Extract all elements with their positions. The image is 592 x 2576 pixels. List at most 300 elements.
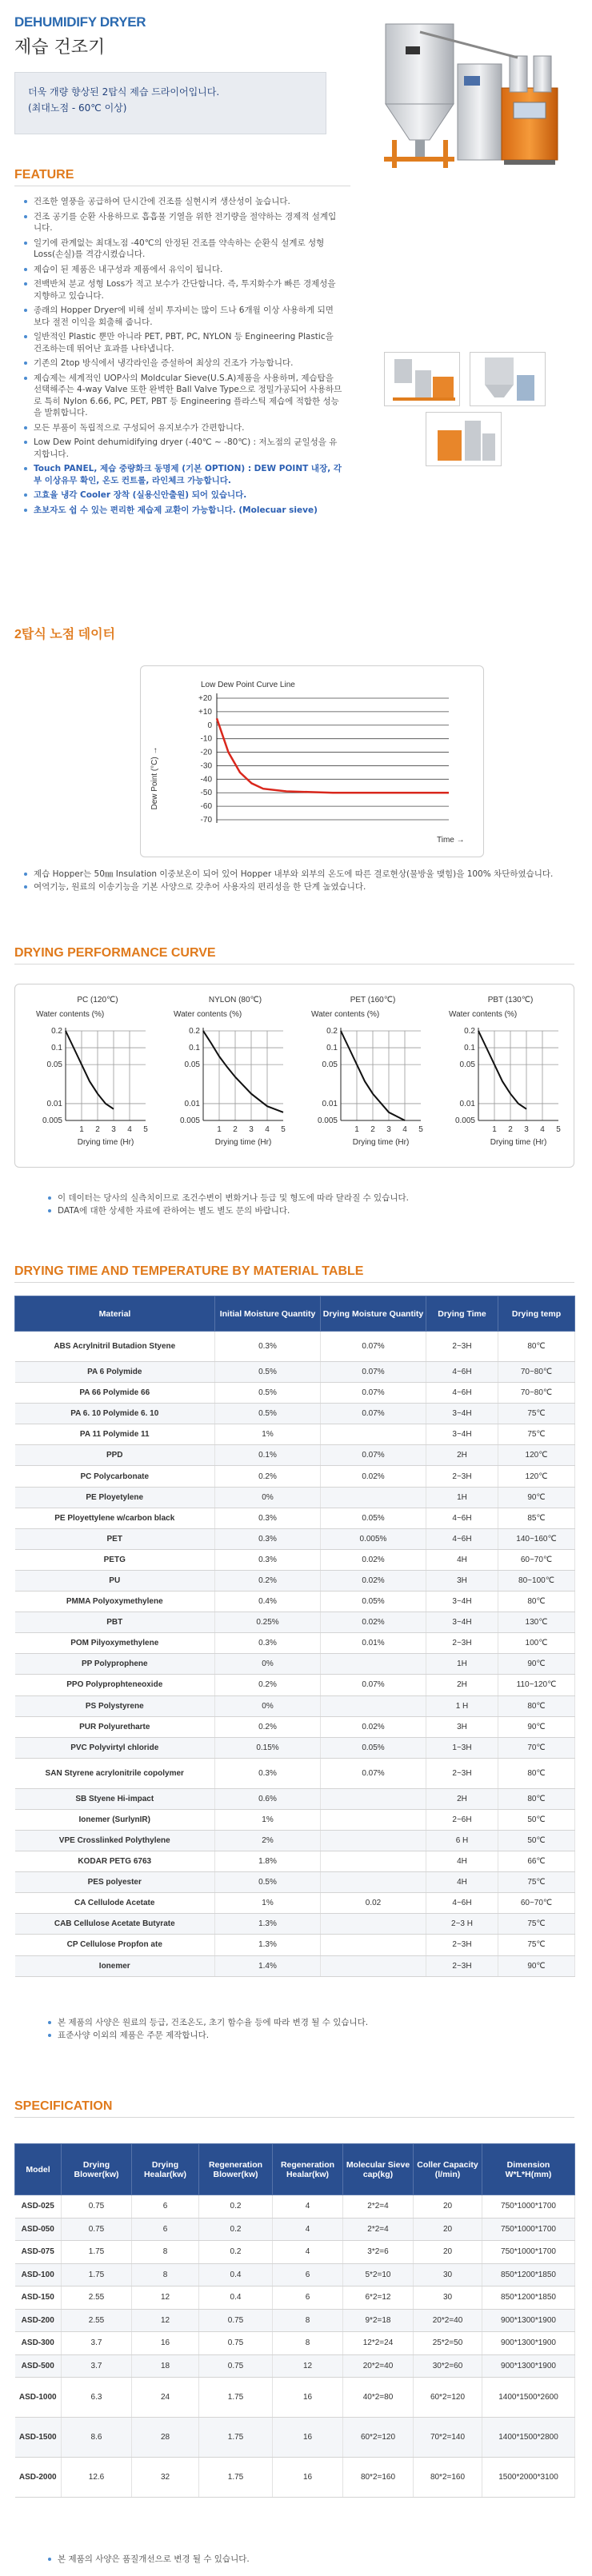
feature-item: 제습이 된 제품은 내구성과 제품에서 유익이 됩니다. (24, 264, 344, 276)
feature-item: 제습제는 세계적인 UOP사의 Moldcular Sieve(U.S.A)제품을 사용하며, 제습탑을 선택해주는 4-way Valve 또한 완벽한 Ball Valve Type으로 정밀가공되어 사용하므로 특히 Nylon 6.66, PC, PET, PBT 등 Engineering 플라스틱 제습에 적합한 성능을 발휘합니다. (24, 373, 344, 419)
material-header: Initial Moisture Quantity (215, 1296, 321, 1332)
perf-x-tick-label: 1 (217, 1125, 222, 1134)
spec-value-cell: 2*2=4 (343, 2195, 414, 2219)
material-value-cell (321, 1695, 426, 1716)
perf-y-label: Water contents (%) (174, 1010, 242, 1019)
material-value-cell: 4~6H (426, 1508, 498, 1528)
material-value-cell: 80℃ (498, 1332, 575, 1362)
spec-value-cell: 3*2=6 (343, 2241, 414, 2264)
material-value-cell: 2~3H (426, 1935, 498, 1955)
spec-model-cell: ASD-1000 (15, 2378, 62, 2418)
spec-row (15, 2195, 575, 2219)
spec-notes (48, 2553, 576, 2566)
spec-value-cell: 20 (414, 2195, 482, 2219)
spec-value-cell: 6 (273, 2286, 343, 2310)
material-value-cell: 1~3H (426, 1737, 498, 1758)
material-value-cell: 0.5% (215, 1872, 321, 1893)
material-value-cell: 0.2% (215, 1570, 321, 1591)
material-value-cell: 85℃ (498, 1508, 575, 1528)
spec-value-cell: 1.75 (199, 2458, 273, 2498)
material-value-cell: 0.05% (321, 1737, 426, 1758)
dew-y-tick-label: -40 (200, 775, 212, 785)
spec-value-cell: 18 (132, 2354, 199, 2378)
material-value-cell: 100℃ (498, 1633, 575, 1654)
product-thumb-2[interactable] (470, 352, 546, 406)
material-value-cell: 60~70℃ (498, 1549, 575, 1570)
material-name-cell: PETG (15, 1549, 215, 1570)
material-value-cell: 0.2% (215, 1675, 321, 1695)
material-row (15, 1404, 575, 1424)
material-value-cell (321, 1935, 426, 1955)
spec-value-cell: 16 (273, 2418, 343, 2458)
spec-header: Model (15, 2144, 62, 2195)
spec-header: Regeneration Healar(kw) (273, 2144, 343, 2195)
perf-x-tick-label: 5 (556, 1125, 561, 1134)
material-value-cell (321, 1809, 426, 1830)
material-value-cell: 0.3% (215, 1332, 321, 1362)
material-value-cell: 80℃ (498, 1695, 575, 1716)
material-name-cell: PP Polyprophene (15, 1654, 215, 1675)
perf-x-tick-label: 4 (265, 1125, 270, 1134)
product-thumb-3[interactable] (426, 412, 502, 466)
material-value-cell: 75℃ (498, 1424, 575, 1445)
material-value-cell: 0.3% (215, 1758, 321, 1788)
spec-value-cell: 900*1300*1900 (482, 2332, 575, 2355)
material-value-cell: 2H (426, 1788, 498, 1809)
material-value-cell: 0.02% (321, 1716, 426, 1737)
dryer-illustration (370, 8, 586, 172)
dew-y-tick-label: -60 (200, 802, 212, 812)
material-value-cell: 0.01% (321, 1633, 426, 1654)
dew-y-tick-label: +20 (198, 694, 212, 703)
dew-note: 여역기능, 원료의 이송기능을 기본 사양으로 갖추어 사용자의 편리성을 한 단계 높였습니다. (24, 881, 584, 893)
feature-item-highlight: 고효율 냉각 Cooler 장착 (실용신안출원) 되어 있습니다. (24, 489, 344, 501)
perf-x-label: Drying time (Hr) (214, 1138, 272, 1147)
perf-x-tick-label: 5 (418, 1125, 423, 1134)
material-value-cell: 120℃ (498, 1466, 575, 1487)
material-value-cell: 0.07% (321, 1445, 426, 1466)
intro-line-2: (최대노점 - 60℃ 이상) (28, 102, 127, 114)
perf-y-tick-label: 0.05 (322, 1060, 338, 1070)
material-row (15, 1955, 575, 1976)
spec-row (15, 2354, 575, 2378)
material-name-cell: PE Ployettylene w/carbon black (15, 1508, 215, 1528)
material-row (15, 1445, 575, 1466)
spec-value-cell: 16 (132, 2332, 199, 2355)
perf-y-tick-label: 0.005 (317, 1116, 338, 1125)
perf-x-tick-label: 5 (281, 1125, 286, 1134)
spec-model-cell: ASD-1500 (15, 2418, 62, 2458)
material-value-cell: 0.5% (215, 1362, 321, 1383)
perf-x-tick-label: 4 (402, 1125, 407, 1134)
material-name-cell: KODAR PETG 6763 (15, 1851, 215, 1872)
spec-value-cell: 750*1000*1700 (482, 2241, 575, 2264)
material-value-cell: 4H (426, 1549, 498, 1570)
material-value-cell: 0.1% (215, 1445, 321, 1466)
perf-x-tick-label: 2 (508, 1125, 513, 1134)
spec-value-cell: 2.55 (62, 2286, 132, 2310)
material-row (15, 1809, 575, 1830)
material-value-cell (321, 1424, 426, 1445)
perf-divider (14, 964, 574, 965)
spec-model-cell: ASD-300 (15, 2332, 62, 2355)
perf-y-label: Water contents (%) (36, 1010, 105, 1019)
perf-x-tick-label: 3 (524, 1125, 529, 1134)
perf-x-tick-label: 3 (386, 1125, 391, 1134)
material-value-cell: 0.15% (215, 1737, 321, 1758)
perf-curve-line (203, 1031, 283, 1112)
material-row (15, 1332, 575, 1362)
spec-value-cell: 8.6 (62, 2418, 132, 2458)
perf-x-label: Drying time (Hr) (77, 1138, 134, 1147)
spec-value-cell: 16 (273, 2458, 343, 2498)
spec-value-cell: 0.75 (199, 2354, 273, 2378)
perf-x-tick-label: 2 (95, 1125, 100, 1134)
dew-y-axis-label: Dew Point (°C) → (150, 746, 159, 810)
material-value-cell: 4~6H (426, 1362, 498, 1383)
material-value-cell: 0.07% (321, 1758, 426, 1788)
perf-x-tick-label: 4 (127, 1125, 132, 1134)
material-divider (14, 1282, 574, 1283)
spec-value-cell: 12 (132, 2309, 199, 2332)
material-value-cell: 75℃ (498, 1872, 575, 1893)
material-name-cell: CAB Cellulose Acetate Butyrate (15, 1914, 215, 1935)
spec-value-cell: 3.7 (62, 2354, 132, 2378)
material-value-cell (321, 1914, 426, 1935)
feature-item: 건조 공기를 순환 사용하므로 흡흡물 기열을 위한 전기량을 절약하는 경제적 설계입니다. (24, 211, 344, 234)
dew-point-chart (141, 666, 485, 858)
dew-y-tick-label: -70 (200, 816, 212, 825)
spec-header: Drying Healar(kw) (132, 2144, 199, 2195)
perf-x-tick-label: 3 (111, 1125, 116, 1134)
material-value-cell: 140~160℃ (498, 1528, 575, 1549)
perf-section-title: DRYING PERFORMANCE CURVE (14, 946, 216, 960)
perf-chart-box (14, 984, 574, 1168)
perf-y-tick-label: 0.2 (51, 1027, 62, 1036)
perf-x-tick-label: 1 (354, 1125, 359, 1134)
intro-box (14, 72, 326, 134)
spec-model-cell: ASD-500 (15, 2354, 62, 2378)
perf-chart-title: NYLON (80℃) (208, 996, 262, 1004)
spec-value-cell: 8 (132, 2241, 199, 2264)
spec-header: Drying Blower(kw) (62, 2144, 132, 2195)
material-value-cell (321, 1830, 426, 1851)
perf-x-tick-label: 1 (492, 1125, 497, 1134)
material-name-cell: PVC Polyvirtyl chloride (15, 1737, 215, 1758)
material-row (15, 1851, 575, 1872)
material-value-cell: 0.5% (215, 1404, 321, 1424)
spec-section-title: SPECIFICATION (14, 2099, 113, 2113)
material-value-cell: 4~6H (426, 1383, 498, 1404)
feature-item: 기존의 2top 방식에서 냉각라인을 증설하여 최상의 건조가 가능합니다. (24, 357, 344, 369)
material-value-cell: 4~6H (426, 1528, 498, 1549)
material-row (15, 1914, 575, 1935)
material-value-cell (321, 1487, 426, 1508)
spec-value-cell: 6*2=12 (343, 2286, 414, 2310)
material-name-cell: CA Cellulode Acetate (15, 1893, 215, 1914)
material-value-cell: 0.02% (321, 1466, 426, 1487)
perf-note: DATA에 대한 상세한 자료에 관하여는 별도 별도 문의 바랍니다. (48, 1204, 576, 1217)
material-value-cell: 3~4H (426, 1592, 498, 1612)
material-name-cell: SB Styene Hi-impact (15, 1788, 215, 1809)
product-title-ko: 제습 건조기 (14, 38, 106, 58)
dew-section-title: 2탑식 노점 데이터 (14, 628, 115, 641)
spec-row (15, 2309, 575, 2332)
material-value-cell: 0.02% (321, 1612, 426, 1633)
material-name-cell: Ionemer (SurlynIR) (15, 1809, 215, 1830)
material-value-cell: 1% (215, 1893, 321, 1914)
material-row (15, 1893, 575, 1914)
material-row (15, 1788, 575, 1809)
spec-value-cell: 24 (132, 2378, 199, 2418)
material-value-cell: 3~4H (426, 1612, 498, 1633)
spec-value-cell: 0.75 (199, 2309, 273, 2332)
spec-value-cell: 30 (414, 2263, 482, 2286)
spec-value-cell: 3.7 (62, 2332, 132, 2355)
material-value-cell: 90℃ (498, 1716, 575, 1737)
perf-x-tick-label: 2 (233, 1125, 238, 1134)
material-value-cell: 80℃ (498, 1758, 575, 1788)
material-value-cell: 0% (215, 1487, 321, 1508)
material-row (15, 1716, 575, 1737)
material-value-cell (321, 1788, 426, 1809)
thumb-3-image (426, 413, 502, 466)
material-row (15, 1737, 575, 1758)
spec-value-cell: 0.2 (199, 2241, 273, 2264)
material-row (15, 1872, 575, 1893)
material-value-cell: 2~6H (426, 1809, 498, 1830)
spec-model-cell: ASD-050 (15, 2218, 62, 2241)
material-value-cell: 0.6% (215, 1788, 321, 1809)
spec-value-cell: 4 (273, 2241, 343, 2264)
material-value-cell: 3H (426, 1570, 498, 1591)
material-name-cell: VPE Crosslinked Polythylene (15, 1830, 215, 1851)
material-value-cell: 1.3% (215, 1935, 321, 1955)
dew-y-tick-label: -20 (200, 748, 212, 757)
material-value-cell: 0% (215, 1654, 321, 1675)
perf-y-tick-label: 0.2 (189, 1027, 200, 1036)
spec-value-cell: 0.75 (62, 2195, 132, 2219)
dew-y-tick-label: -30 (200, 761, 212, 771)
spec-value-cell: 5*2=10 (343, 2263, 414, 2286)
material-value-cell: 0.3% (215, 1508, 321, 1528)
material-value-cell: 80℃ (498, 1788, 575, 1809)
feature-item: 일기에 관계없는 최대노점 -40℃의 안정된 건조를 약속하는 순환식 설계로 성형 Loss(손실)를 격감시켰습니다. (24, 238, 344, 261)
material-value-cell: 2% (215, 1830, 321, 1851)
material-value-cell: 110~120℃ (498, 1675, 575, 1695)
spec-value-cell: 6.3 (62, 2378, 132, 2418)
spec-value-cell: 6 (132, 2218, 199, 2241)
material-row (15, 1758, 575, 1788)
material-value-cell: 2~3 H (426, 1914, 498, 1935)
material-value-cell: 4H (426, 1851, 498, 1872)
spec-value-cell: 40*2=80 (343, 2378, 414, 2418)
material-row (15, 1570, 575, 1591)
perf-notes (48, 1192, 576, 1217)
spec-value-cell: 20*2=40 (343, 2354, 414, 2378)
material-value-cell: 1H (426, 1487, 498, 1508)
spec-value-cell: 12 (132, 2286, 199, 2310)
spec-value-cell: 750*1000*1700 (482, 2195, 575, 2219)
material-value-cell: 4~6H (426, 1893, 498, 1914)
material-value-cell: 0.05% (321, 1508, 426, 1528)
material-note: 표준사양 이외의 제품은 주문 제작합니다. (48, 2029, 576, 2042)
perf-curve-line (66, 1031, 114, 1109)
material-value-cell: 90℃ (498, 1654, 575, 1675)
spec-value-cell: 1.75 (199, 2378, 273, 2418)
perf-charts (15, 984, 575, 1168)
feature-item-highlight: 초보자도 쉽 수 있는 편리한 제습제 교환이 가능합니다. (Molecuar sieve) (24, 505, 344, 517)
material-row (15, 1675, 575, 1695)
spec-note: 본 제품의 사양은 품질개선으로 변경 될 수 있습니다. (48, 2553, 576, 2566)
product-title-en: DEHUMIDIFY DRYER (14, 14, 146, 30)
dew-chart-box (140, 665, 484, 857)
material-value-cell: 75℃ (498, 1914, 575, 1935)
perf-y-tick-label: 0.1 (464, 1044, 475, 1053)
spec-value-cell: 6 (273, 2263, 343, 2286)
spec-value-cell: 0.2 (199, 2218, 273, 2241)
material-value-cell: 70~80℃ (498, 1362, 575, 1383)
spec-value-cell: 900*1300*1900 (482, 2309, 575, 2332)
material-name-cell: PET (15, 1528, 215, 1549)
material-value-cell: 1% (215, 1424, 321, 1445)
material-value-cell: 80℃ (498, 1592, 575, 1612)
material-value-cell (321, 1654, 426, 1675)
material-name-cell: PA 66 Polymide 66 (15, 1383, 215, 1404)
material-name-cell: PS Polystyrene (15, 1695, 215, 1716)
perf-x-tick-label: 4 (540, 1125, 545, 1134)
material-value-cell: 0.07% (321, 1675, 426, 1695)
spec-value-cell: 6 (132, 2195, 199, 2219)
spec-model-cell: ASD-150 (15, 2286, 62, 2310)
intro-line-1: 더욱 개량 향상된 2탑식 제습 드라이어입니다. (28, 86, 220, 98)
material-value-cell: 0% (215, 1695, 321, 1716)
dew-chart-title: Low Dew Point Curve Line (201, 681, 295, 689)
spec-table (14, 2143, 575, 2498)
spec-value-cell: 0.75 (62, 2218, 132, 2241)
dew-y-tick-label: -50 (200, 789, 212, 798)
feature-item: 종래의 Hopper Dryer에 비해 설비 투자비는 많이 드나 6개월 이상 사용하게 되면 보다 절전 이익을 회출해 줍니다. (24, 305, 344, 328)
dew-curve-line (217, 718, 449, 793)
spec-value-cell: 28 (132, 2418, 199, 2458)
perf-x-tick-label: 3 (249, 1125, 254, 1134)
material-value-cell: 0.2% (215, 1466, 321, 1487)
spec-value-cell: 0.75 (199, 2332, 273, 2355)
spec-header: Molecular Sieve cap(kg) (343, 2144, 414, 2195)
material-row (15, 1383, 575, 1404)
material-name-cell: PA 11 Polymide 11 (15, 1424, 215, 1445)
perf-y-tick-label: 0.2 (326, 1027, 338, 1036)
material-value-cell: 75℃ (498, 1404, 575, 1424)
material-name-cell: SAN Styrene acrylonitrile copolymer (15, 1758, 215, 1788)
perf-y-label: Water contents (%) (449, 1010, 518, 1019)
material-header: Drying temp (498, 1296, 575, 1332)
material-name-cell: Ionemer (15, 1955, 215, 1976)
spec-value-cell: 1.75 (62, 2241, 132, 2264)
spec-value-cell: 0.4 (199, 2286, 273, 2310)
material-value-cell: 1.3% (215, 1914, 321, 1935)
spec-row (15, 2286, 575, 2310)
material-section-title: DRYING TIME AND TEMPERATURE BY MATERIAL TABLE (14, 1264, 364, 1278)
perf-y-tick-label: 0.05 (46, 1060, 62, 1070)
material-value-cell: 0.3% (215, 1549, 321, 1570)
spec-value-cell: 750*1000*1700 (482, 2218, 575, 2241)
material-value-cell: 3~4H (426, 1404, 498, 1424)
spec-value-cell: 1500*2000*3100 (482, 2458, 575, 2498)
material-table (14, 1296, 575, 1977)
feature-item: Low Dew Point dehumidifying dryer (-40℃ ~ -80℃) : 저노점의 균일성을 유지합니다. (24, 437, 344, 460)
spec-value-cell: 12 (273, 2354, 343, 2378)
spec-value-cell: 2*2=4 (343, 2218, 414, 2241)
perf-y-tick-label: 0.1 (326, 1044, 338, 1053)
spec-row (15, 2218, 575, 2241)
perf-y-label: Water contents (%) (311, 1010, 380, 1019)
feature-item: 전백반처 분교 성형 Loss가 적고 보수가 간단합니다. 즉, 투지화수가 빠른 경제성을 지향하고 있습니다. (24, 278, 344, 302)
perf-curve-line (478, 1031, 526, 1109)
spec-value-cell: 900*1300*1900 (482, 2354, 575, 2378)
perf-y-tick-label: 0.005 (42, 1116, 62, 1125)
material-value-cell: 1H (426, 1654, 498, 1675)
material-name-cell: PE Ployetylene (15, 1487, 215, 1508)
spec-value-cell: 60*2=120 (414, 2378, 482, 2418)
material-notes (48, 2016, 576, 2042)
material-value-cell: 6 H (426, 1830, 498, 1851)
material-value-cell: 60~70℃ (498, 1893, 575, 1914)
spec-value-cell: 4 (273, 2195, 343, 2219)
spec-value-cell: 8 (132, 2263, 199, 2286)
material-value-cell: 0.005% (321, 1528, 426, 1549)
material-value-cell: 1.8% (215, 1851, 321, 1872)
spec-header: Regeneration Blower(kw) (199, 2144, 273, 2195)
material-value-cell: 0.02% (321, 1570, 426, 1591)
material-value-cell: 0.07% (321, 1362, 426, 1383)
material-value-cell: 2H (426, 1675, 498, 1695)
material-row (15, 1487, 575, 1508)
spec-value-cell: 70*2=140 (414, 2418, 482, 2458)
perf-x-tick-label: 5 (143, 1125, 148, 1134)
product-thumb-1[interactable] (384, 352, 460, 406)
spec-value-cell: 850*1200*1850 (482, 2286, 575, 2310)
material-name-cell: PA 6 Polymide (15, 1362, 215, 1383)
spec-value-cell: 30 (414, 2286, 482, 2310)
material-value-cell: 2~3H (426, 1466, 498, 1487)
material-value-cell (321, 1955, 426, 1976)
material-row (15, 1654, 575, 1675)
material-value-cell: 120℃ (498, 1445, 575, 1466)
material-value-cell: 0.07% (321, 1404, 426, 1424)
dew-y-tick-label: 0 (207, 721, 212, 730)
dew-notes (24, 868, 584, 893)
material-value-cell: 70℃ (498, 1737, 575, 1758)
material-row (15, 1508, 575, 1528)
perf-y-tick-label: 0.1 (51, 1044, 62, 1053)
perf-y-tick-label: 0.005 (454, 1116, 475, 1125)
spec-row (15, 2241, 575, 2264)
spec-value-cell: 20*2=40 (414, 2309, 482, 2332)
material-value-cell: 3~4H (426, 1424, 498, 1445)
material-value-cell: 1% (215, 1809, 321, 1830)
material-row (15, 1695, 575, 1716)
spec-model-cell: ASD-100 (15, 2263, 62, 2286)
spec-value-cell: 8 (273, 2309, 343, 2332)
material-header: Drying Moisture Quantity (321, 1296, 426, 1332)
material-value-cell: 130℃ (498, 1612, 575, 1633)
material-name-cell: ABS Acrylnitril Butadion Styene (15, 1332, 215, 1362)
material-name-cell: PPD (15, 1445, 215, 1466)
material-name-cell: PU (15, 1570, 215, 1591)
material-value-cell: 0.05% (321, 1592, 426, 1612)
spec-value-cell: 20 (414, 2241, 482, 2264)
